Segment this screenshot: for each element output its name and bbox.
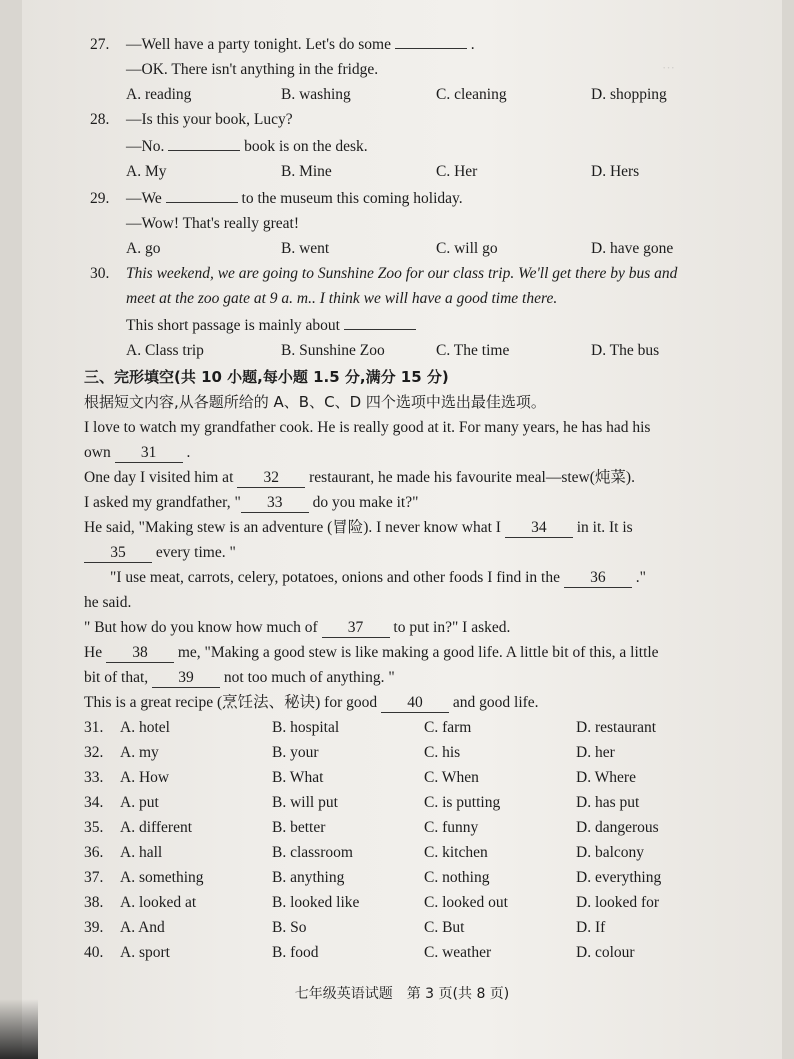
option-a[interactable]: A. My [126,163,167,180]
cloze-blank-31[interactable]: 31 [115,444,183,463]
option-b[interactable]: B. What [272,769,324,786]
options-row-33: 33. A. How B. What C. When D. Where [84,765,770,790]
option-d[interactable]: D. has put [576,794,640,811]
option-d[interactable]: D. everything [576,869,662,886]
option-c[interactable]: C. looked out [424,894,508,911]
option-d[interactable]: D. Hers [591,163,640,180]
cloze-blank-34[interactable]: 34 [505,519,573,538]
option-c[interactable]: C. weather [424,944,492,961]
options-row [90,159,770,184]
page-footer: 七年级英语试题 第 3 页(共 8 页) [294,986,510,1002]
cloze-blank-32[interactable]: 32 [237,469,305,488]
option-a[interactable]: A. looked at [120,894,197,911]
option-a[interactable]: A. sport [120,944,170,961]
option-a[interactable]: A. different [120,819,193,836]
options-row-37: 37. A. something B. anything C. nothing D. everything [84,865,770,890]
cloze-blank-40[interactable]: 40 [381,694,449,713]
option-a[interactable]: A. How [120,769,170,786]
option-a[interactable]: A. And [120,919,165,936]
option-a[interactable]: A. hall [120,844,163,861]
option-c[interactable]: C. funny [424,819,479,836]
option-c[interactable]: C. farm [424,719,472,736]
page-content [84,30,770,965]
option-d[interactable]: D. restaurant [576,719,657,736]
answer-blank[interactable] [166,184,238,203]
option-b[interactable]: B. food [272,944,319,961]
option-b[interactable]: B. classroom [272,844,353,861]
option-c[interactable]: C. cleaning [436,86,507,103]
question-27: 27. —Well have a party tonight. Let's do some . —OK. There isn't anything in the fridge. A. reading B. washing C. cleaning D. shopping [90,30,770,107]
option-b[interactable]: B. went [281,240,330,257]
exam-page [22,0,782,1059]
option-d[interactable]: D. If [576,919,606,936]
options-row-39: 39. A. And B. So C. But D. If [84,915,770,940]
option-b[interactable]: B. your [272,744,319,761]
question-number: 29. [90,190,110,207]
bleed-through-text: ··· [662,60,675,75]
option-b[interactable]: B. hospital [272,719,340,736]
question-28: 28. —Is this your book, Lucy? —No. book is on the desk. A. My B. Mine C. Her D. Hers [90,107,770,184]
option-c[interactable]: C. When [424,769,479,786]
option-c[interactable]: C. Her [436,163,478,180]
options-row-38: 38. A. looked at B. looked like C. looked out D. looked for [84,890,770,915]
option-a[interactable]: A. reading [126,86,192,103]
option-d[interactable]: D. her [576,744,615,761]
option-d[interactable]: D. The bus [591,342,660,359]
question-number: 27. [90,36,110,53]
option-b[interactable]: B. looked like [272,894,360,911]
answer-blank[interactable] [395,30,467,49]
section-instruction: 根据短文内容,从各题所给的 A、B、C、D 四个选项中选出最佳选项。 [84,393,546,411]
option-a[interactable]: A. Class trip [126,342,204,359]
option-c[interactable]: C. nothing [424,869,490,886]
option-b[interactable]: B. So [272,919,307,936]
option-d[interactable]: D. balcony [576,844,645,861]
option-c[interactable]: C. his [424,744,461,761]
options-row [90,338,770,363]
cloze-blank-36[interactable]: 36 [564,569,632,588]
option-b[interactable]: B. anything [272,869,345,886]
option-c[interactable]: C. kitchen [424,844,488,861]
cloze-passage: I love to watch my grandfather cook. He is really good at it. For many years, he has had his own 31 . One day I visited him at 32 restaurant, he made his favourite meal—stew(炖菜). I asked my grandfather, " 33 do you make it?" He said, "Making stew is an adventure (冒险). I never know what I 34 in it. It is 35 every time. " "I use meat, carrots, celery, potatoes, onions and other foods I find in the 36 ." he said. " But how do you know how much of 37 to put in?" I asked. He 38 me, "Making a good stew is like making a good life. A little bit of this, a little bit of that, 39 not too much of anything. " This is a great recipe (烹饪法、秘诀) for good 40 and good life. [84,419,659,711]
cloze-blank-38[interactable]: 38 [106,644,174,663]
option-a[interactable]: A. my [120,744,159,761]
option-a[interactable]: A. hotel [120,719,170,736]
option-b[interactable]: B. Mine [281,163,332,180]
option-c[interactable]: C. is putting [424,794,501,811]
option-a[interactable]: A. put [120,794,159,811]
option-d[interactable]: D. looked for [576,894,660,911]
question-29: 29. —We to the museum this coming holiday. —Wow! That's really great! A. go B. went C. will go D. have gone [90,184,770,261]
answer-blank[interactable] [344,311,416,330]
option-b[interactable]: B. will put [272,794,338,811]
option-b[interactable]: B. better [272,819,326,836]
question-number: 30. [90,265,110,282]
question-number: 28. [90,111,110,128]
option-d[interactable]: D. colour [576,944,635,961]
option-a[interactable]: A. go [126,240,161,257]
cloze-blank-37[interactable]: 37 [322,619,390,638]
cloze-blank-35[interactable]: 35 [84,544,152,563]
option-c[interactable]: C. will go [436,240,498,257]
option-d[interactable]: D. dangerous [576,819,659,836]
options-row-35: 35. A. different B. better C. funny D. dangerous [84,815,770,840]
cloze-options [84,715,770,965]
cloze-blank-33[interactable]: 33 [241,494,309,513]
option-d[interactable]: D. Where [576,769,636,786]
cloze-blank-39[interactable]: 39 [152,669,220,688]
options-row [90,82,770,107]
options-row-34: 34. A. put B. will put C. is putting D. has put [84,790,770,815]
question-30: 30. This weekend, we are going to Sunshine Zoo for our class trip. We'll get there by bus and meet at the zoo gate at 9 a. m.. I think we will have a good time there. This short passage is mainly about A. Class trip B. Sunshine Zoo C. The time D. The bus [90,261,770,363]
options-row-31: 31. A. hotel B. hospital C. farm D. restaurant [84,715,770,740]
option-c[interactable]: C. The time [436,342,510,359]
section-title: 三、完形填空(共 10 小题,每小题 1.5 分,满分 15 分) [84,368,449,386]
option-b[interactable]: B. Sunshine Zoo [281,342,385,359]
options-row-32: 32. A. my B. your C. his D. her [84,740,770,765]
option-b[interactable]: B. washing [281,86,351,103]
options-row-40: 40. A. sport B. food C. weather D. colour [84,940,770,965]
option-a[interactable]: A. something [120,869,204,886]
answer-blank[interactable] [168,132,240,151]
page-corner-shadow [0,999,38,1059]
options-row [90,236,770,261]
option-c[interactable]: C. But [424,919,465,936]
option-d[interactable]: D. have gone [591,240,674,257]
option-d[interactable]: D. shopping [591,86,667,103]
options-row-36: 36. A. hall B. classroom C. kitchen D. balcony [84,840,770,865]
